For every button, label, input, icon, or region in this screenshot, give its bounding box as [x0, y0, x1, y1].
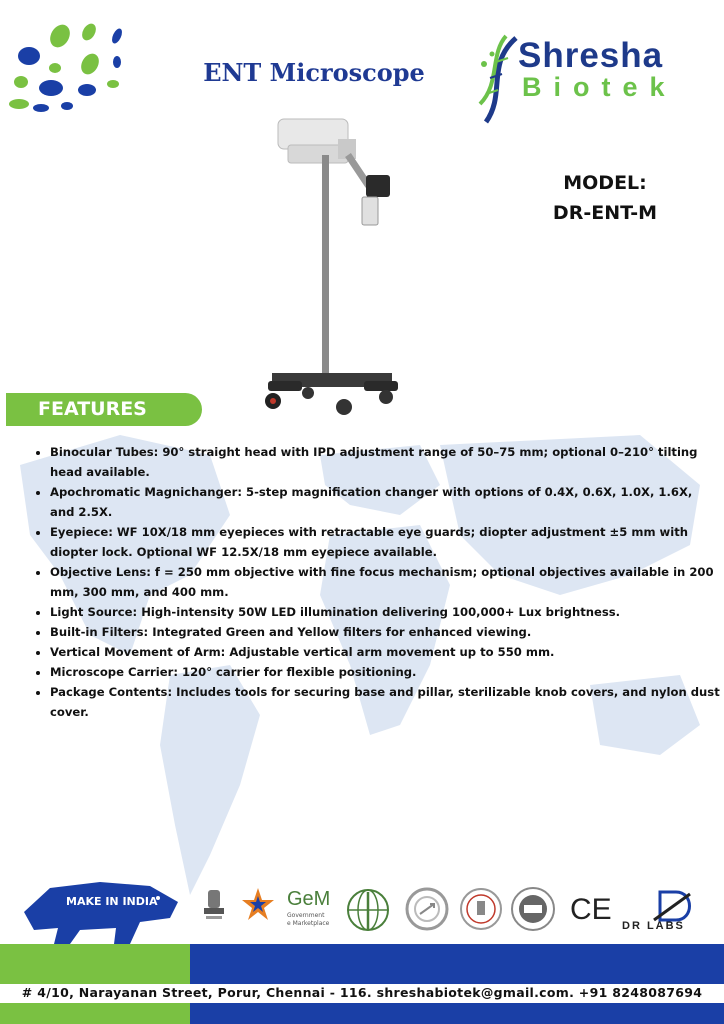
dr-labs-logo-icon	[650, 890, 698, 922]
footer-band-green	[0, 944, 190, 984]
iso-certified-icon	[510, 886, 556, 932]
brand-subtitle: Biotek	[522, 72, 677, 102]
feature-item: • Package Contents: Includes tools for securing base and pillar, sterilizable knob covers, and nylon dust cover.	[50, 682, 720, 722]
make-in-india-label: MAKE IN INDIA	[66, 895, 158, 908]
footer-band-blue-bottom	[190, 1003, 724, 1024]
feature-item: • Built-in Filters: Integrated Green and Yellow filters for enhanced viewing.	[50, 622, 720, 642]
footer-contact: # 4/10, Narayanan Street, Porur, Chennai - 116. shreshabiotek@gmail.com. +91 8248087694	[21, 985, 703, 1000]
feature-item: • Vertical Movement of Arm: Adjustable vertical arm movement up to 550 mm.	[50, 642, 720, 662]
make-in-india-lion-icon	[20, 878, 185, 946]
export-import-seal-icon	[404, 886, 450, 932]
feature-item: • Objective Lens: f = 250 mm objective with fine focus mechanism; optional objectives available in 200 mm, 300 mm, and 400 mm.	[50, 562, 720, 602]
dr-labs-label: DR LABS	[622, 920, 685, 932]
feature-item: • Microscope Carrier: 120° carrier for flexible positioning.	[50, 662, 720, 682]
features-heading: FEATURES	[38, 398, 147, 420]
gem-subtitle-line2: e Marketplace	[287, 920, 330, 927]
gem-subtitle-line1: Government	[287, 912, 325, 919]
who-emblem-icon	[342, 886, 394, 934]
gem-logo-text: GeM	[287, 888, 331, 910]
feature-item: • Eyepiece: WF 10X/18 mm eyepieces with retractable eye guards; diopter adjustment ±5 mm with diopter lock. Optional WF 12.5X/18 mm eyepiece available.	[50, 522, 720, 562]
feature-item: • Binocular Tubes: 90° straight head with IPD adjustment range of 50–75 mm; optional 0–210° tilting head available.	[50, 442, 720, 482]
government-seal-icon	[458, 886, 504, 932]
national-emblem-icon	[200, 886, 228, 924]
footer-band-blue	[190, 944, 724, 984]
feature-item: • Light Source: High-intensity 50W LED illumination delivering 100,000+ Lux brightness.	[50, 602, 720, 622]
model-code: DR-ENT-M	[552, 202, 658, 224]
model-label: MODEL:	[563, 172, 647, 194]
microscope-image	[258, 115, 408, 420]
page-title: ENT Microscope	[203, 58, 425, 87]
feature-list	[36, 442, 720, 722]
feature-item: • Apochromatic Magnichanger: 5-step magnification changer with options of 0.4X, 0.6X, 1.0X, 1.6X, and 2.5X.	[50, 482, 720, 522]
ce-mark: CE	[570, 893, 612, 926]
footer-band-green-bottom	[0, 1003, 190, 1024]
brand-name: Shresha	[518, 36, 664, 75]
startup-india-icon	[240, 886, 276, 926]
